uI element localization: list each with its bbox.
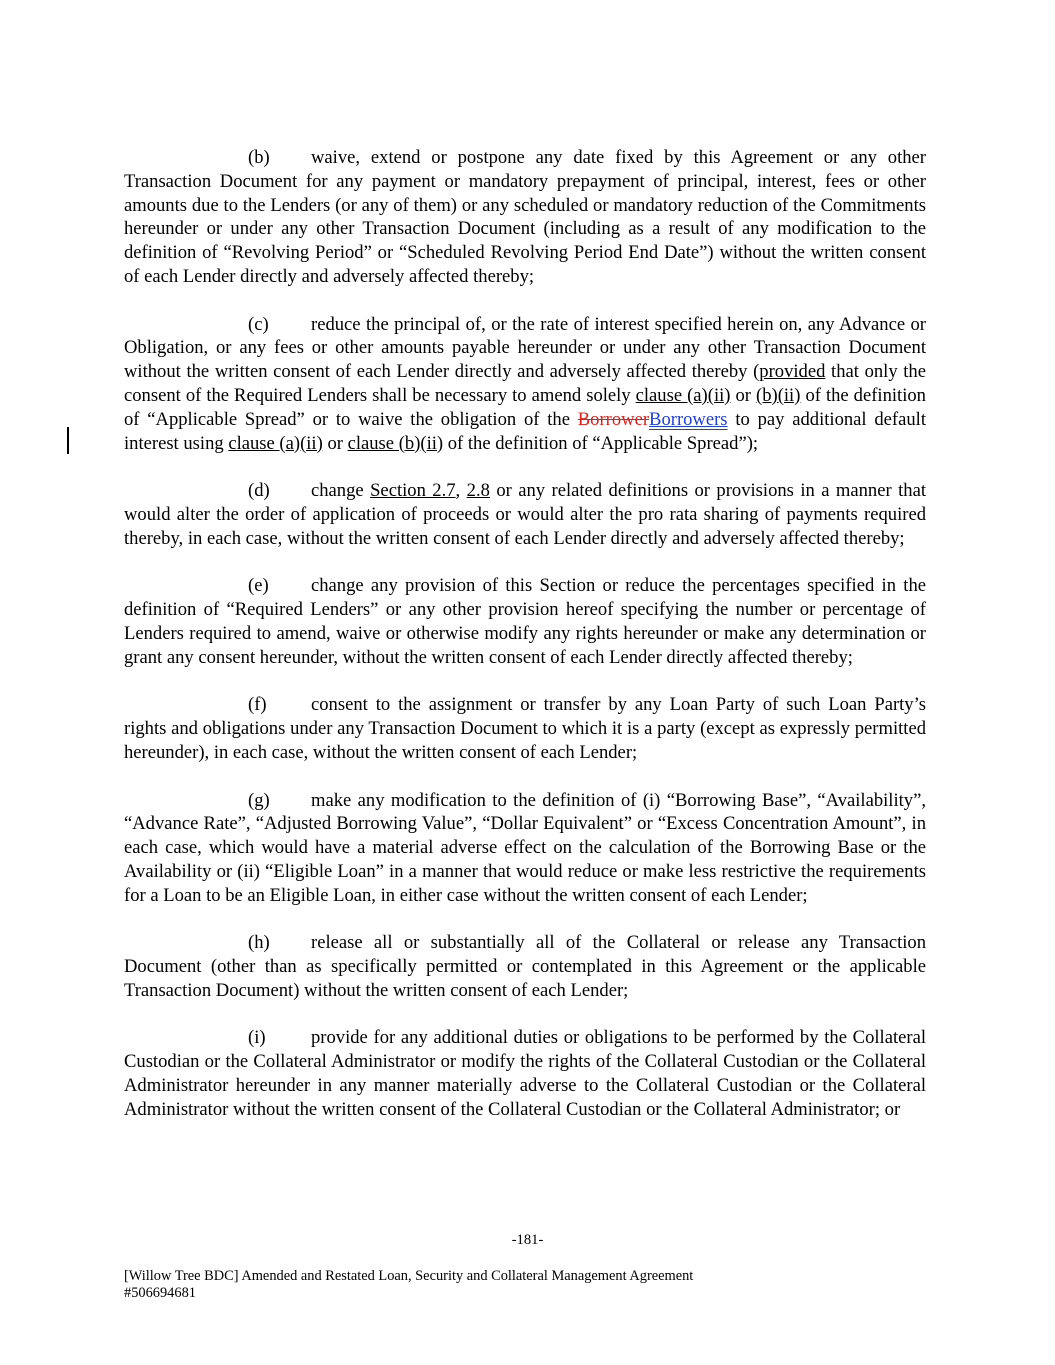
paragraph-text: provide for any additional duties or obligations to be performed by the Collateral Custodian or the Collateral Administrator or modify the rights of the Collateral Custodian or the Collateral Administrator hereunder in any manner materially adverse to the Collateral Custodian or the Collateral Administrator without the written consent of the Collateral Custodian or the Collateral Administrator; or (124, 1027, 926, 1120)
document-body (124, 146, 926, 1145)
paragraph-c (124, 313, 926, 456)
provided-term: provided (759, 361, 826, 383)
paragraph-text: or (730, 384, 757, 406)
clause-reference: clause (a)(ii) (228, 432, 323, 454)
paragraph-text: or any related definitions or provisions in a manner that would alter the order of application of proceeds or would alter the pro rata sharing of payments required thereby, in each case, without the written consent of each Lender directly and adversely affected thereby; (124, 480, 926, 549)
paragraph-text: consent to the assignment or transfer by any Loan Party of such Loan Party’s rights and obligations under any Transaction Document to which it is a party (except as expressly permitted hereunder), in each case, without the written consent of each Lender; (124, 694, 926, 763)
paragraph-text: change any provision of this Section or reduce the percentages specified in the definition of “Required Lenders” or any other provision hereof specifying the number or percentage of Lenders required to amend, waive or otherwise modify any rights hereunder or make any determination or grant any consent hereunder, without the written consent of each Lender directly affected thereby; (124, 575, 926, 668)
document-footer (124, 1268, 693, 1302)
deleted-text: Borrower (577, 408, 650, 430)
paragraph-text: to pay additional default interest using (124, 408, 926, 454)
paragraph-number: (i) (248, 1027, 266, 1049)
footer-title: [Willow Tree BDC] Amended and Restated Loan, Security and Collateral Management Agreement (124, 1268, 694, 1284)
paragraph-g (124, 789, 926, 908)
paragraph-number: (d) (248, 480, 270, 502)
paragraph-e (124, 574, 926, 669)
paragraph-number: (g) (248, 789, 270, 811)
paragraph-text: of the definition of “Applicable Spread”); (443, 432, 759, 454)
section-reference: 2.8 (466, 480, 490, 502)
clause-reference: clause (b)(ii) (347, 432, 444, 454)
paragraph-text: waive, extend or postpone any date fixed by this Agreement or any other Transaction Document for any payment or mandatory prepayment of principal, interest, fees or other amounts due to the Lenders (or any of them) or any scheduled or mandatory reduction of the Commitments hereunder or under any other Transaction Document (including as a result of any modification to the definition of “Revolving Period” or “Scheduled Revolving Period End Date”) without the written consent of each Lender directly and adversely affected thereby; (124, 147, 926, 287)
paragraph-number: (c) (248, 313, 269, 335)
paragraph-f (124, 693, 926, 764)
paragraph-text: release all or substantially all of the Collateral or release any Transaction Document (other than as specifically permitted or contemplated in this Agreement or the applicable Transaction Document) without the written consent of each Lender; (124, 932, 926, 1001)
paragraph-number: (h) (248, 932, 270, 954)
clause-reference: clause (a)(ii) (635, 384, 731, 406)
paragraph-text: reduce the principal of, or the rate of interest specified herein on, any Advance or Obligation, or any fees or other amounts payable hereunder or under any other Transaction Document without the written consent of each Lender directly and adversely affected thereby ( (124, 313, 926, 383)
paragraph-d (124, 479, 926, 550)
change-bar (67, 427, 69, 454)
footer-document-id: #506694681 (124, 1285, 196, 1301)
section-reference: Section 2.7 (370, 480, 456, 502)
paragraph-text: or (322, 432, 348, 454)
paragraph-i (124, 1026, 926, 1121)
paragraph-text: of the definition of “Applicable Spread” or to waive the obligation of the (124, 384, 926, 430)
paragraph-number: (f) (248, 694, 267, 716)
paragraph-h (124, 931, 926, 1002)
paragraph-text: , (455, 480, 467, 502)
paragraph-number: (e) (248, 575, 269, 597)
paragraph-text: make any modification to the definition of (i) “Borrowing Base”, “Availability”, “Advance Rate”, “Adjusted Borrowing Value”, “Dollar Equivalent” or “Excess Concentration Amount”, in each case, which would have a material adverse effect on the calculation of the Borrowing Base or the Availability or (ii) “Eligible Loan” in a manner that would reduce or make less restrictive the requirements for a Loan to be an Eligible Loan, in either case without the written consent of each Lender; (124, 789, 926, 906)
paragraph-b (124, 146, 926, 289)
clause-reference: (b)(ii) (756, 384, 801, 406)
paragraph-number: (b) (248, 147, 270, 168)
inserted-text: Borrowers (649, 408, 728, 430)
page-number: -181- (511, 1232, 544, 1248)
paragraph-text: change (311, 480, 371, 502)
paragraph-text: that only the consent of the Required Lenders shall be necessary to amend solely (124, 361, 926, 406)
